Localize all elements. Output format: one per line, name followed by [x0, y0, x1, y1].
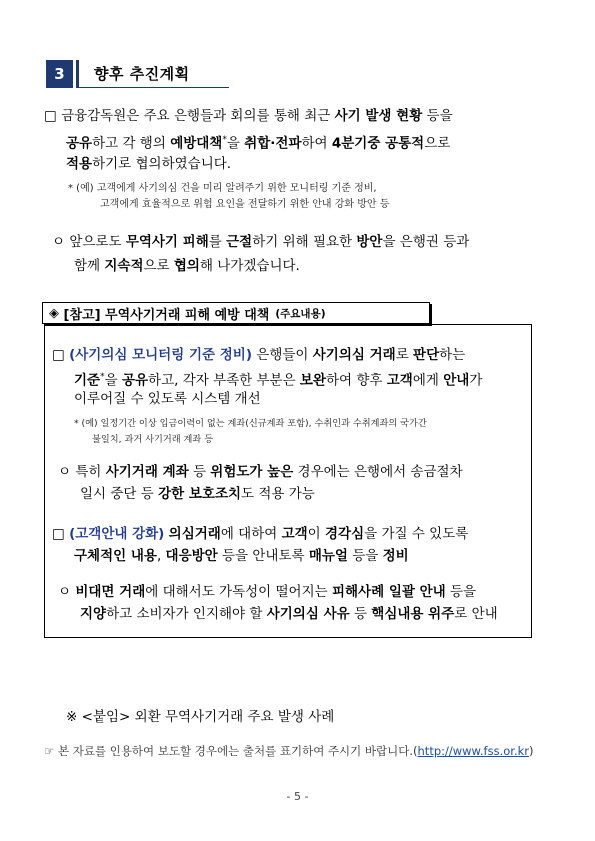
- note1-line2: 고객에게 효율적으로 위험 요인을 전달하기 위한 안내 강화 방안 등: [100, 199, 390, 210]
- square-bullet-icon: □: [44, 108, 57, 124]
- attachment-note: ※ <붙임> 외환 무역사기거래 주요 발생 사례: [66, 709, 335, 725]
- diamond-icon: ◈: [49, 305, 59, 321]
- circle-bullet-icon: ㅇ: [58, 584, 72, 600]
- para2-line2: 함께 지속적으로 협의해 나가겠습니다.: [74, 258, 300, 274]
- item2-sub-line2: 지양하고 소비자가 인지해야 할 사기의심 사유 등 핵심내용 위주로 안내: [80, 606, 498, 622]
- item1-note-line1: * (예) 일정기간 이상 입금이력이 없는 계좌(신규계좌 포함), 수취인과 수취계좌의 국가간: [74, 418, 427, 429]
- note1-line1: * (예) 고객에게 사기의심 건을 미리 알려주기 위한 모니터링 기준 정비,: [68, 183, 377, 194]
- para1-line3: 적용하기로 협의하였습니다.: [66, 156, 232, 172]
- item2-sub-line1: ㅇ 비대면 거래에 대해서도 가독성이 떨어지는 피해사례 일괄 안내 등을: [58, 584, 477, 600]
- section-number: 3: [46, 60, 73, 88]
- item2-line1: □ (고객안내 강화) 의심거래에 대하여 고객이 경각심을 가질 수 있도록: [52, 526, 469, 542]
- section-title: 향후 추진계획: [94, 65, 190, 83]
- page-number: - 5 -: [286, 790, 309, 803]
- square-bullet-icon: □: [52, 347, 65, 363]
- item1-line1: □ (사기의심 모니터링 기준 정비) 은행들이 사기의심 거래로 판단하는: [52, 347, 466, 363]
- pointing-hand-icon: ☞: [44, 744, 55, 758]
- item2-line2: 구체적인 내용, 대응방안 등을 안내토록 매뉴얼 등을 정비: [74, 548, 409, 564]
- circle-bullet-icon: ㅇ: [58, 464, 72, 480]
- item1-line3: 이루어질 수 있도록 시스템 개선: [74, 391, 261, 407]
- reference-subtitle: (주요내용): [275, 307, 326, 320]
- para2-line1: ㅇ 앞으로도 무역사기 피해를 근절하기 위해 필요한 방안을 은행권 등과: [52, 234, 470, 250]
- section-bar: [76, 60, 79, 88]
- section-underline: [79, 87, 229, 88]
- square-bullet-icon: □: [52, 526, 65, 542]
- item1-sub-line1: ㅇ 특히 사기거래 계좌 등 위험도가 높은 경우에는 은행에서 송금절차: [58, 464, 463, 480]
- reference-title: [참고] 무역사기거래 피해 예방 대책: [63, 307, 270, 323]
- item1-note-line2: 불일치, 과거 사기거래 계좌 등: [92, 434, 214, 445]
- fss-website-link[interactable]: http://www.fss.or.kr: [417, 744, 530, 758]
- source-notice: ☞ 본 자료를 인용하여 보도할 경우에는 출처를 표기하여 주시기 바랍니다.(http://www.fss.or.kr): [44, 744, 534, 758]
- item1-line2: 기준*을 공유하고, 각자 부족한 부분은 보완하여 향후 고객에게 안내가: [74, 372, 483, 389]
- item1-sub-line2: 일시 중단 등 강한 보호조치도 적용 가능: [80, 486, 315, 502]
- circle-bullet-icon: ㅇ: [52, 234, 66, 250]
- reference-tab: [42, 302, 430, 324]
- para1-line1: □ 금융감독원은 주요 은행들과 회의를 통해 최근 사기 발생 현황 등을: [44, 108, 453, 124]
- para1-line2: 공유하고 각 행의 예방대책*을 취합·전파하여 4분기중 공통적으로: [66, 135, 451, 152]
